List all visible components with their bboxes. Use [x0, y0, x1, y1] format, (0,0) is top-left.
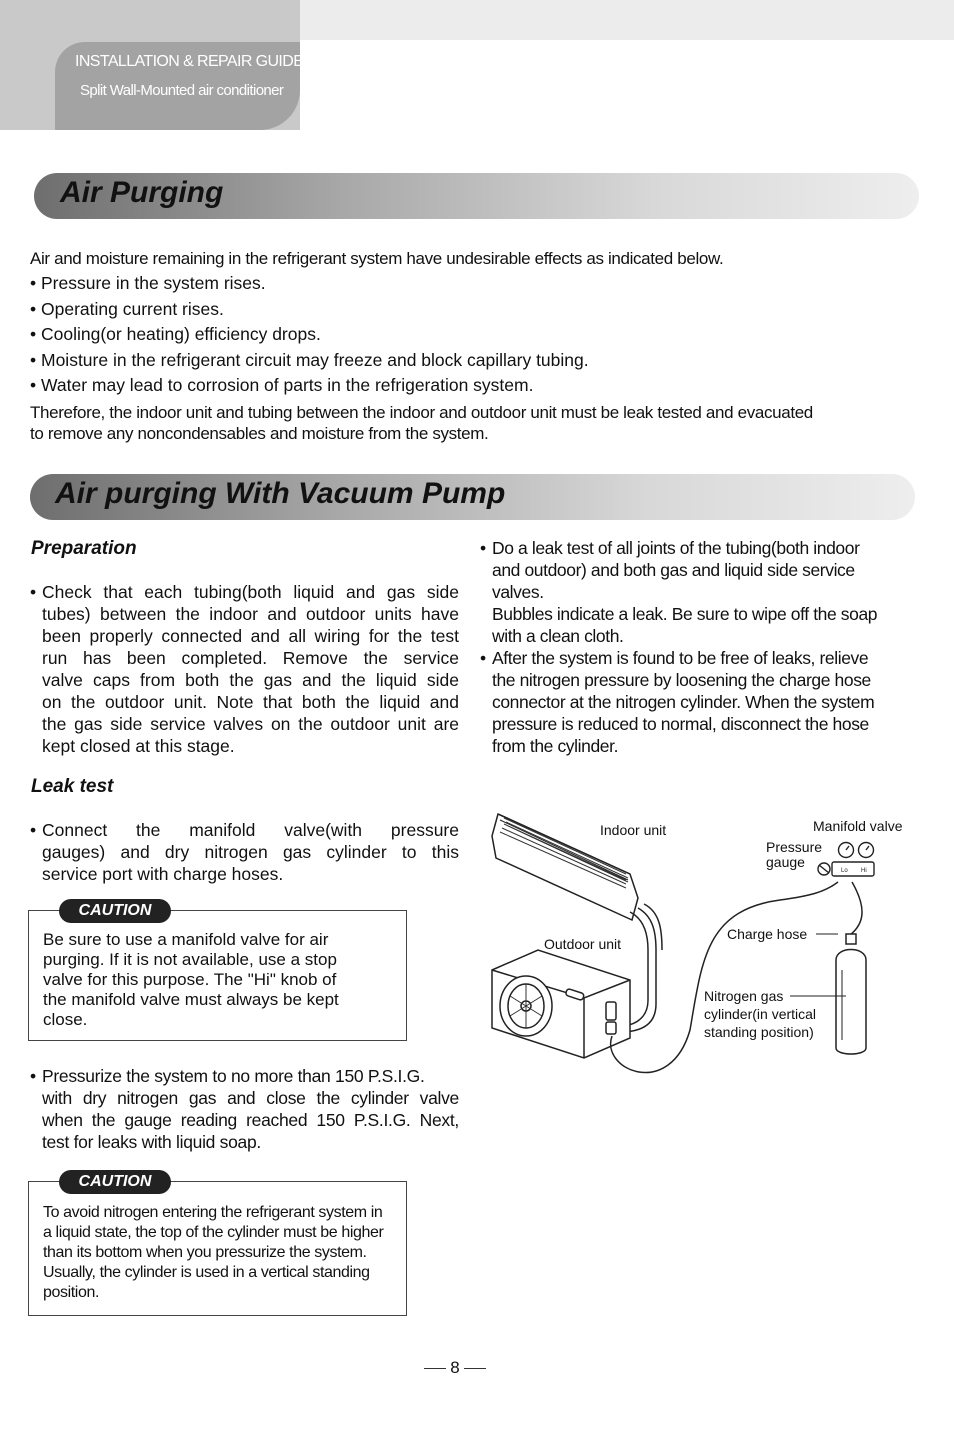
bullet-dot: •	[30, 1066, 36, 1086]
bullet-dot: •	[480, 648, 486, 668]
label-manifold-valve: Manifold valve	[813, 818, 903, 834]
effect-bullet-2: • Operating current rises.	[30, 298, 224, 319]
caution-label-1: CAUTION	[59, 899, 171, 923]
preparation-heading: Preparation	[31, 538, 137, 559]
label-charge-hose: Charge hose	[727, 926, 808, 942]
effect-bullet-3: • Cooling(or heating) efficiency drops.	[30, 324, 321, 345]
conclusion-line-2: to remove any noncondensables and moisture from the system.	[30, 424, 489, 443]
dash-left	[424, 1368, 446, 1369]
text-line: Pressurize the system to no more than 150 P.S.I.G.	[42, 1066, 425, 1086]
connect-bullet	[30, 819, 459, 885]
preparation-bullet	[30, 581, 459, 757]
caution-2-text: To avoid nitrogen entering the refrigerant system in a liquid state, the top of the cylinder must be higher than its bottom when you pressurize the system. Usually, the cylinder is used in a vertical standing position.	[43, 1204, 384, 1301]
text-line: tubes) between the indoor and outdoor units have	[42, 604, 459, 624]
text-line: with dry nitrogen gas and close the cylinder valve	[42, 1088, 459, 1108]
text-line: when the gauge reading reached 150 P.S.I.G. Next,	[42, 1110, 459, 1130]
label-outdoor-unit: Outdoor unit	[544, 936, 622, 952]
bullet-dot: •	[30, 582, 37, 602]
text-line: Do a leak test of all joints of the tubing(both indoor	[492, 538, 860, 558]
text-line: with a clean cloth.	[492, 626, 624, 646]
intro-text: Air and moisture remaining in the refrigerant system have undesirable effects as indicated below.	[30, 249, 724, 268]
text-line: service port with charge hoses.	[42, 864, 284, 884]
effect-bullet-5: • Water may lead to corrosion of parts in the refrigeration system.	[30, 375, 534, 396]
outdoor-unit-illustration	[492, 950, 630, 1058]
text-line: been properly connected and all wiring for the test	[42, 626, 459, 646]
hi-knob-label: Hi	[861, 868, 867, 874]
text-line: test for leaks with liquid soap.	[42, 1132, 261, 1152]
leak-test-heading: Leak test	[31, 776, 114, 797]
text-line: on the outdoor unit. Note that both the liquid and	[42, 692, 459, 712]
text-line: Connect the manifold valve(with pressure	[42, 820, 459, 840]
text-line: Check that each tubing(both liquid and gas side	[42, 582, 459, 602]
lo-knob-label: Lo	[841, 868, 848, 874]
text-line: run has been completed. Remove the service	[42, 648, 459, 668]
conclusion-line-1: Therefore, the indoor unit and tubing between the indoor and outdoor unit must be leak tested and evacuated	[30, 403, 813, 422]
nitrogen-cylinder-illustration	[836, 934, 866, 1054]
text-line: pressure is reduced to normal, disconnect the hose	[492, 714, 869, 734]
relieve-pressure-bullet	[480, 647, 912, 757]
section-title-air-purging: Air Purging	[60, 176, 224, 209]
text-line: After the system is found to be free of leaks, relieve	[492, 648, 869, 668]
text-line: connector at the nitrogen cylinder. When the system	[492, 692, 875, 712]
guide-title: INSTALLATION & REPAIR GUIDE	[75, 53, 304, 70]
text-line: kept closed at this stage.	[42, 736, 235, 756]
text-line: valves.	[492, 582, 544, 602]
caution-1-text: Be sure to use a manifold valve for air purging. If it is not available, use a stop valve for this purpose. The "Hi" knob of the manifold valve must always be kept close.	[43, 930, 339, 1029]
bullet-dot: •	[480, 538, 486, 558]
effect-bullet-1: • Pressure in the system rises.	[30, 273, 266, 293]
effect-bullet-4: • Moisture in the refrigerant circuit may freeze and block capillary tubing.	[30, 349, 589, 370]
dash-right	[464, 1368, 486, 1369]
bullet-dot: •	[30, 820, 37, 840]
pressurize-bullet	[30, 1065, 459, 1153]
charge-hose-line	[611, 882, 838, 1073]
label-indoor-unit: Indoor unit	[600, 822, 667, 838]
text-line: Bubbles indicate a leak. Be sure to wipe off the soap	[492, 604, 878, 624]
leak-joints-bullet	[480, 537, 912, 647]
caution-label-2: CAUTION	[59, 1170, 171, 1194]
text-line: the nitrogen pressure by loosening the charge hose	[492, 670, 871, 690]
text-line: the gas side service valves on the outdoor unit are	[42, 714, 459, 734]
cylinder-hose-line	[846, 882, 862, 938]
text-line: valve caps from both the gas and the liquid side	[42, 670, 459, 690]
label-pressure-gauge: Pressure gauge	[766, 839, 823, 870]
label-nitrogen-cylinder: Nitrogen gas cylinder(in vertical standing position)	[704, 988, 817, 1040]
text-line: and outdoor) and both gas and liquid side service	[492, 560, 855, 580]
section-title-vacuum-pump: Air purging With Vacuum Pump	[55, 477, 506, 510]
text-line: gauges) and dry nitrogen gas cylinder to this	[42, 842, 459, 862]
product-subtitle: Split Wall-Mounted air conditioner	[80, 82, 284, 99]
text-line: from the cylinder.	[492, 736, 619, 756]
page-number: 8	[420, 1358, 490, 1378]
header-top-strip	[300, 0, 954, 40]
